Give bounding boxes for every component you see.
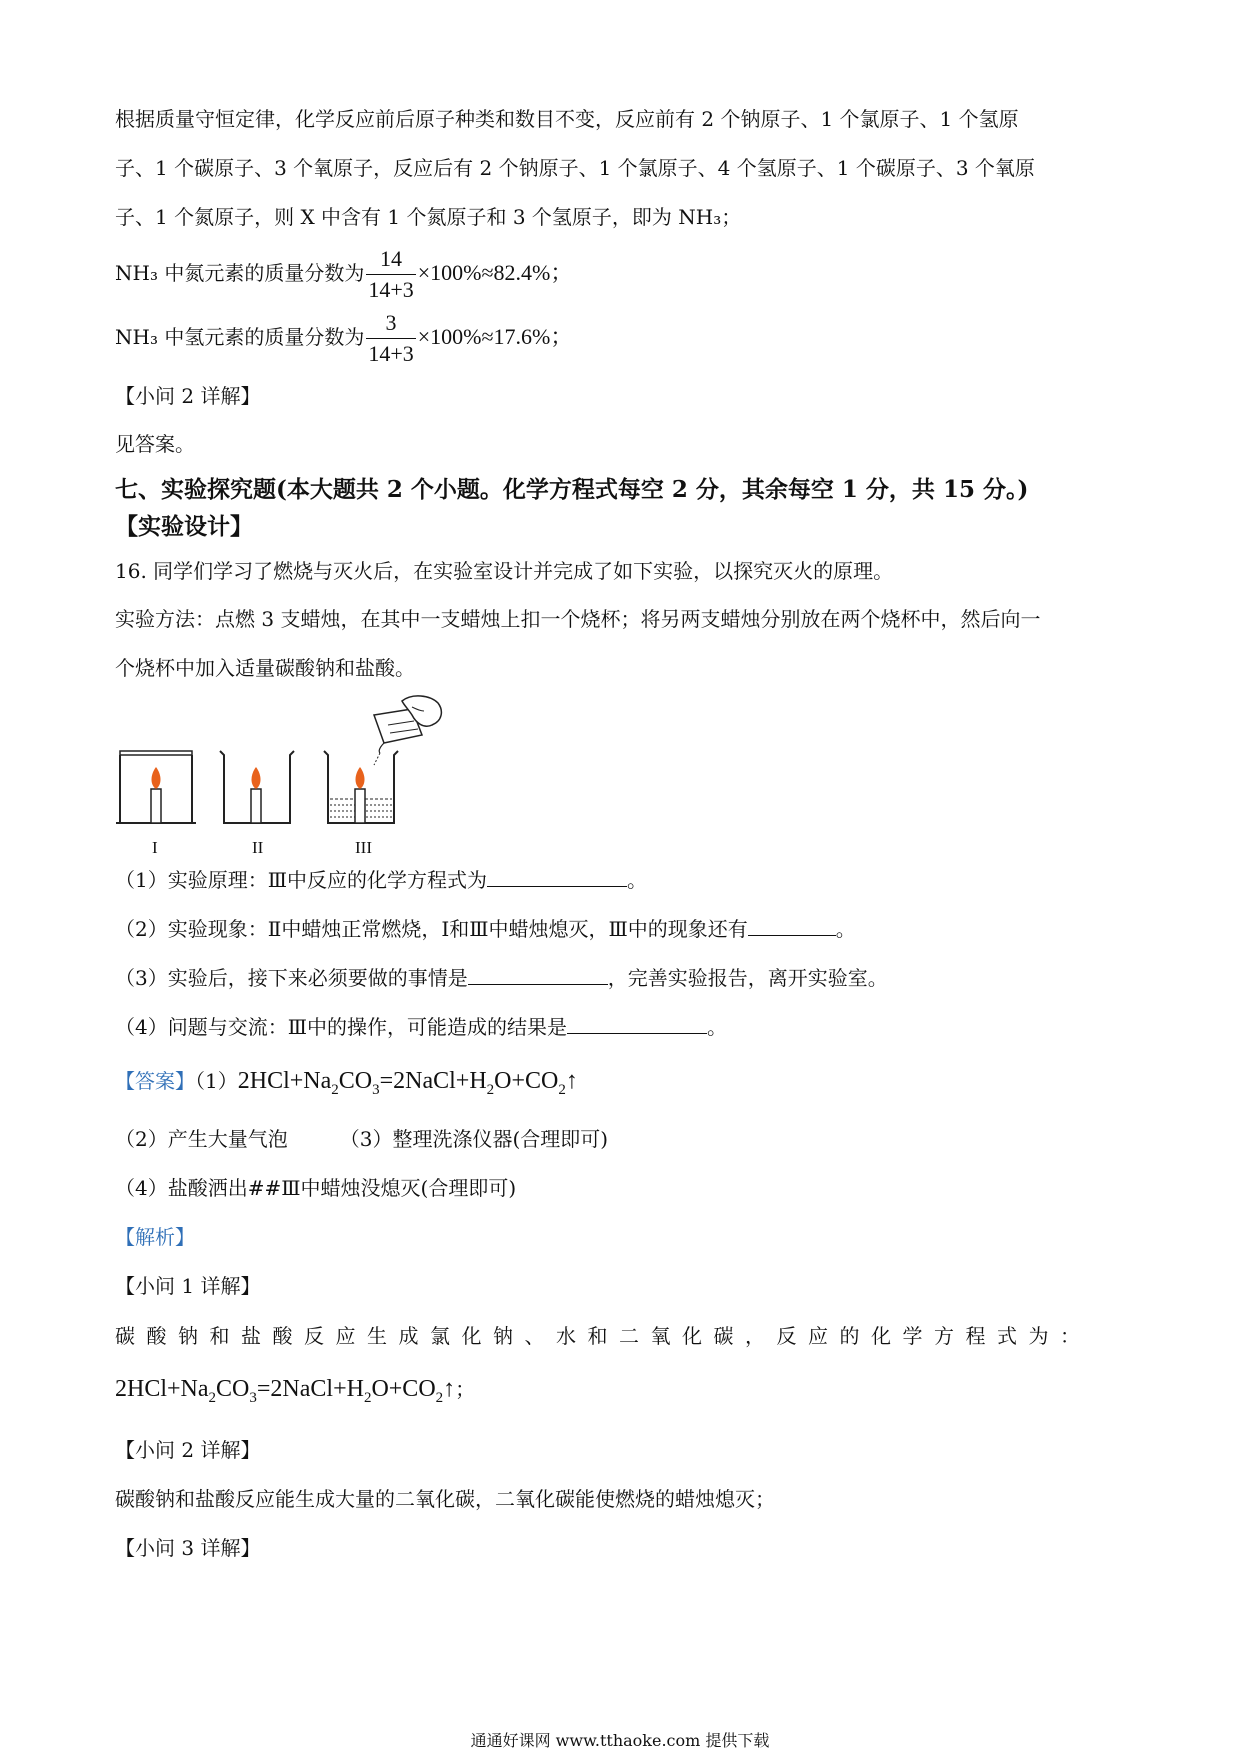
answer-line-1: 【答案】$(1)2HCl+Na_2CO_3=2NaCl+H_2O+CO_2↑$ [115,1068,578,1098]
hydrogen-fraction-denominator: 14+3 [368,341,414,366]
answer-tag: 【答案】 [115,1069,195,1093]
hydrogen-fraction-prefix: NH₃ 中氢元素的质量分数为 [115,325,365,349]
figure-label-1: I [152,838,158,857]
answer-4: （4）盐酸洒出##Ⅲ中蜡烛没熄灭(合理即可) [115,1176,517,1200]
blank-1[interactable] [487,866,627,887]
flame-2-icon [252,767,261,789]
subquestion-1-text: 碳酸钠和盐酸反应生成氯化钠、水和二氧化碳，反应的化学方程式为： [115,1324,1092,1348]
subquestion-2b-heading: 【小问 2 详解】 [115,1438,261,1462]
hydrogen-fraction-numerator: 3 [366,308,415,339]
figure-label-2: II [252,838,264,857]
answer-equation: $2HCl+Na_2CO_3=2NaCl+H_2O+CO_2↑$ [237,1068,578,1098]
experiment-figure [112,695,482,860]
subquestion-1-heading: 【小问 1 详解】 [115,1274,261,1298]
blank-2[interactable] [748,915,836,936]
beaker-1 [116,751,196,823]
paragraph-line-3: 子、1 个氮原子，则 X 中含有 1 个氮原子和 3 个氢原子，即为 NH₃； [115,205,742,229]
hydrogen-fraction-suffix: ×100%≈17.6%； [417,324,573,349]
candle-2 [251,789,261,823]
candle-3 [355,789,365,823]
method-line-2: 个烧杯中加入适量碳酸钠和盐酸。 [115,656,415,680]
answer-2: （2）产生大量气泡 （3）整理洗涤仪器(合理即可) [115,1127,609,1151]
subquestion-3: （3）实验后，接下来必须要做的事情是 ，完善实验报告，离开实验室。 [115,966,888,990]
flame-1-icon [152,767,161,789]
analysis-tag: 【解析】 [115,1225,195,1249]
figure-label-3: III [355,838,372,857]
gas-arrow-icon: ↑ [565,1068,578,1094]
gas-arrow-icon: ↑ [443,1376,456,1402]
nitrogen-fraction-line [115,242,572,305]
section-7-title: 七、实验探究题(本大题共 2 个小题。化学方程式每空 2 分，其余每空 1 分，共 15 分。) [115,476,1029,503]
subquestion-3-heading: 【小问 3 详解】 [115,1536,261,1560]
beaker-3 [324,751,398,823]
nitrogen-fraction-prefix: NH₃ 中氮元素的质量分数为 [115,261,365,285]
question-16-stem: 16. 同学们学习了燃烧与灭火后，在实验室设计并完成了如下实验，以探究灭火的原理。 [115,559,894,583]
beaker-2 [220,751,294,823]
hydrogen-fraction-line [115,306,572,369]
subquestion-4: （4）问题与交流：Ⅲ中的操作，可能造成的结果是 。 [115,1015,728,1039]
paragraph-line-1: 根据质量守恒定律，化学反应前后原子种类和数目不变，反应前有 2 个钠原子、1 个氯原子、1 个氢原 [115,107,1019,131]
subquestion-2: （2）实验现象：Ⅱ中蜡烛正常燃烧，Ⅰ和Ⅲ中蜡烛熄灭，Ⅲ中的现象还有 。 [115,917,856,941]
candle-1 [151,789,161,823]
subquestion-1: （1）实验原理：Ⅲ中反应的化学方程式为 。 [115,868,648,892]
blank-4[interactable] [567,1013,707,1034]
subquestion-2-heading: 【小问 2 详解】 [115,384,261,408]
subquestion-2b-text: 碳酸钠和盐酸反应能生成大量的二氧化碳，二氧化碳能使燃烧的蜡烛熄灭； [115,1487,775,1511]
method-line-1: 实验方法：点燃 3 支蜡烛，在其中一支蜡烛上扣一个烧杯；将另两支蜡烛分别放在两个烧杯中，然后向一 [115,607,1041,631]
hand-pouring-icon [374,696,441,765]
paragraph-line-2: 子、1 个碳原子、3 个氧原子，反应后有 2 个钠原子、1 个氯原子、4 个氢原子、1 个碳原子、3 个氧原 [115,156,1035,180]
footer: 通通好课网 www.tthaoke.com 提供下载 [470,1731,770,1750]
blank-3[interactable] [468,964,608,985]
flame-3-icon [356,767,365,789]
nitrogen-fraction [366,244,415,305]
nitrogen-fraction-numerator: 14 [366,244,415,275]
nitrogen-fraction-denominator: 14+3 [368,277,414,302]
hydrogen-fraction [366,308,415,369]
see-answer-text: 见答案。 [115,432,195,456]
subquestion-1-equation: $2HCl+Na_2CO_3=2NaCl+H_2O+CO_2↑$； [115,1376,476,1406]
experiment-design-heading: 【实验设计】 [115,513,253,540]
nitrogen-fraction-suffix: ×100%≈82.4%； [417,260,573,285]
